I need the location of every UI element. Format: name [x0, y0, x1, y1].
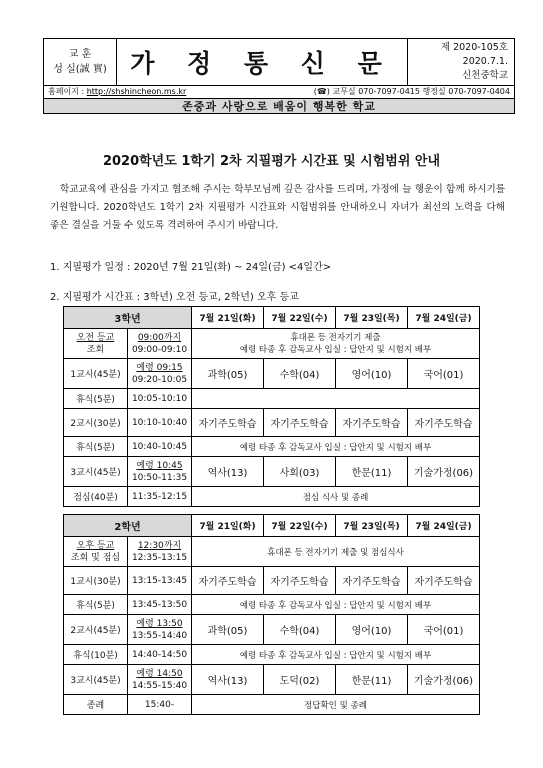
row-time: 10:10-10:40: [128, 409, 192, 437]
grade2-title: 2학년: [64, 515, 192, 537]
row-time: 11:35-12:15: [128, 487, 192, 507]
table-row: [64, 645, 480, 665]
motto-label: 교 훈: [68, 49, 92, 60]
homeroom-time: 12:35-13:15: [131, 552, 188, 563]
arrival-label: 오후 등교: [76, 540, 115, 551]
table-row: [64, 595, 480, 615]
row-note: [192, 389, 480, 409]
phone-info: (☎) 교무실 070-7097-0415 행정실 070-7097-0404: [313, 87, 510, 96]
row-label: [64, 537, 128, 567]
subject-cell: 역사(13): [192, 457, 264, 487]
row-time: [128, 615, 192, 645]
row-label: 휴식(5분): [64, 595, 128, 615]
grade3-timetable: [63, 306, 480, 507]
row-time: [128, 329, 192, 359]
day-header: 7월 23일(목): [336, 307, 408, 329]
table-row: [64, 437, 480, 457]
bell-time: 예령 10:45: [136, 460, 183, 471]
subject-cell: 한문(11): [336, 665, 408, 695]
subject-cell: 국어(01): [408, 615, 480, 645]
bell-time: 예령 09:15: [136, 362, 183, 373]
row-label: 1교시(30분): [64, 567, 128, 595]
row-label: 휴식(10분): [64, 645, 128, 665]
row-label: 1교시(45분): [64, 359, 128, 389]
period-time: 13:55-14:40: [131, 630, 188, 641]
row-note: 휴대폰 등 전자기기 제출 및 점심식사: [192, 537, 480, 567]
subject-cell: 과학(05): [192, 359, 264, 389]
row-time: [128, 359, 192, 389]
period-time: 09:20-10:05: [131, 374, 188, 385]
subject-cell: 도덕(02): [264, 665, 336, 695]
subject-cell: 자기주도학습: [408, 409, 480, 437]
contact-row: [44, 85, 514, 99]
table-row: [64, 457, 480, 487]
row-label: 휴식(5분): [64, 389, 128, 409]
row-note: 정답확인 및 종례: [192, 695, 480, 715]
subject-cell: 자기주도학습: [192, 409, 264, 437]
homeroom-label: 조회: [86, 344, 105, 355]
subject-cell: 자기주도학습: [336, 567, 408, 595]
row-time: 13:15-13:45: [128, 567, 192, 595]
row-label: 2교시(45분): [64, 615, 128, 645]
newsletter-header: [43, 38, 515, 114]
homepage: [48, 86, 186, 97]
table-row: [64, 537, 480, 567]
arrival-time: 12:30까지: [137, 540, 182, 551]
row-label: 3교시(45분): [64, 665, 128, 695]
table-row: [64, 567, 480, 595]
school-motto: [44, 39, 117, 85]
newsletter-title: 가 정 통 신 문: [117, 39, 408, 85]
row-label: 점심(40분): [64, 487, 128, 507]
period-time: 10:50-11:35: [131, 472, 188, 483]
subject-cell: 사회(03): [264, 457, 336, 487]
bell-time: 예령 14:50: [136, 668, 183, 679]
intro-paragraph: 학교교육에 관심을 가지고 협조해 주시는 학부모님께 깊은 감사를 드리며, 가정에 늘 행운이 함께 하시기를 기원합니다. 2020학년도 1학기 2차 지필평가 시간표와 시험범위를 안내하오니 자녀가 최선의 노력을 다해 좋은 결실을 거둘 수 있도록 격려하여 주시기 바랍니다.: [50, 184, 505, 231]
document-title: 2020학년도 1학기 2차 지필평가 시간표 및 시험범위 안내: [102, 154, 441, 169]
subject-cell: 국어(01): [408, 359, 480, 389]
table-row: [64, 359, 480, 389]
issue-date: 2020.7.1.: [462, 56, 508, 67]
row-time: 10:40-10:45: [128, 437, 192, 457]
timetable-heading: 2. 지필평가 시간표 : 3학년) 오전 등교, 2학년) 오후 등교: [50, 292, 299, 303]
row-note: 예령 타종 후 감독교사 입실 : 답안지 및 시험지 배부: [192, 645, 480, 665]
table-row: [64, 409, 480, 437]
row-label: 휴식(5분): [64, 437, 128, 457]
subject-cell: 자기주도학습: [264, 567, 336, 595]
day-header: 7월 21일(화): [192, 307, 264, 329]
proctor-note: 예령 타종 후 감독교사 입실 : 답안지 및 시험지 배부: [239, 344, 432, 355]
grade2-timetable: [63, 514, 480, 715]
subject-cell: 수학(04): [264, 359, 336, 389]
row-label: 2교시(30분): [64, 409, 128, 437]
row-note: 예령 타종 후 감독교사 입실 : 답안지 및 시험지 배부: [192, 595, 480, 615]
table-row: [64, 389, 480, 409]
row-note: 예령 타종 후 감독교사 입실 : 답안지 및 시험지 배부: [192, 437, 480, 457]
homeroom-label: 조회 및 점심: [70, 552, 121, 563]
subject-cell: 영어(10): [336, 359, 408, 389]
row-time: [128, 665, 192, 695]
day-header: 7월 24일(금): [408, 307, 480, 329]
device-note: 휴대폰 등 전자기기 제출: [290, 332, 381, 343]
homepage-link[interactable]: http://shshincheon.ms.kr: [86, 87, 187, 96]
arrival-label: 오전 등교: [76, 332, 115, 343]
exam-schedule-line: 1. 지필평가 일정 : 2020년 7월 21일(화) ~ 24일(금) <4일간>: [50, 262, 332, 273]
day-header: 7월 21일(화): [192, 515, 264, 537]
day-header: 7월 24일(금): [408, 515, 480, 537]
subject-cell: 자기주도학습: [336, 409, 408, 437]
row-label: 종례: [64, 695, 128, 715]
subject-cell: 기술가정(06): [408, 665, 480, 695]
row-time: 13:45-13:50: [128, 595, 192, 615]
row-time: [128, 537, 192, 567]
table-row: [64, 665, 480, 695]
subject-cell: 자기주도학습: [264, 409, 336, 437]
table-row: [64, 329, 480, 359]
row-time: 15:40-: [128, 695, 192, 715]
subject-cell: 역사(13): [192, 665, 264, 695]
subject-cell: 수학(04): [264, 615, 336, 645]
day-header: 7월 22일(수): [264, 307, 336, 329]
homeroom-time: 09:00-09:10: [131, 344, 188, 355]
arrival-time: 09:00까지: [137, 332, 182, 343]
table-row: [64, 487, 480, 507]
subject-cell: 자기주도학습: [408, 567, 480, 595]
subject-cell: 기술가정(06): [408, 457, 480, 487]
row-time: 14:40-14:50: [128, 645, 192, 665]
motto-value: 성 실(誠 實): [53, 64, 107, 75]
school-slogan: 존중과 사랑으로 배움이 행복한 학교: [44, 99, 514, 113]
row-label: 3교시(45분): [64, 457, 128, 487]
day-header: 7월 23일(목): [336, 515, 408, 537]
row-note: [192, 329, 480, 359]
row-note: 점심 식사 및 종례: [192, 487, 480, 507]
subject-cell: 과학(05): [192, 615, 264, 645]
subject-cell: 영어(10): [336, 615, 408, 645]
issue-number: 제 2020-105호: [440, 42, 508, 53]
bell-time: 예령 13:50: [136, 618, 183, 629]
issue-info: [408, 39, 514, 85]
subject-cell: 자기주도학습: [192, 567, 264, 595]
subject-cell: 한문(11): [336, 457, 408, 487]
school-name: 신천중학교: [462, 70, 508, 81]
day-header: 7월 22일(수): [264, 515, 336, 537]
row-time: 10:05-10:10: [128, 389, 192, 409]
homepage-label: 홈페이지 :: [48, 87, 87, 96]
grade3-title: 3학년: [64, 307, 192, 329]
table-row: [64, 615, 480, 645]
row-label: [64, 329, 128, 359]
period-time: 14:55-15:40: [131, 680, 188, 691]
table-row: [64, 695, 480, 715]
row-time: [128, 457, 192, 487]
